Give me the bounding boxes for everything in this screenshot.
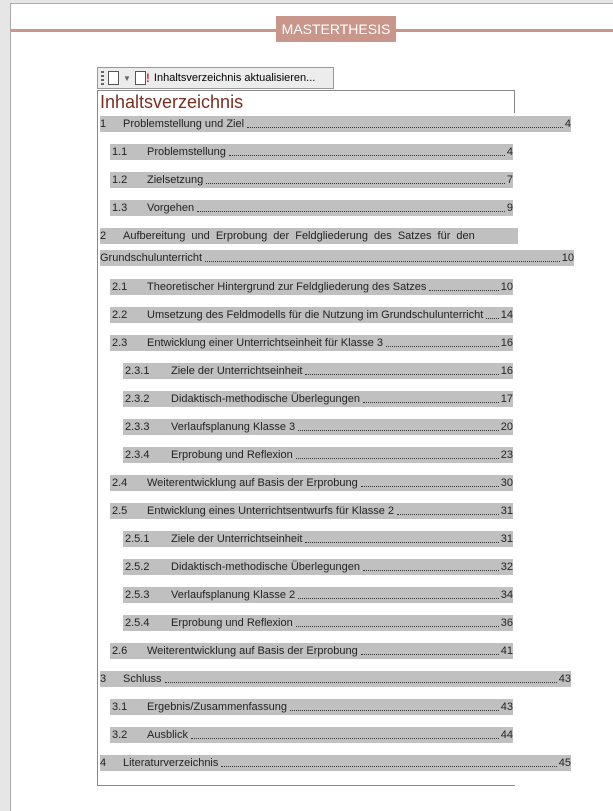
toc-entry-page: 20 xyxy=(500,421,513,433)
toc-entry[interactable] xyxy=(100,755,571,771)
toc-entry[interactable] xyxy=(110,475,513,491)
toc-entry[interactable] xyxy=(110,727,513,743)
toc-entry-title-cont: Grundschulunterricht xyxy=(100,252,203,264)
toc-entry-page: 4 xyxy=(506,146,513,158)
dot-leader xyxy=(361,475,499,487)
toc-entry-title: Didaktisch-methodische Überlegungen xyxy=(171,393,360,405)
toc-entry[interactable] xyxy=(110,503,513,519)
toc-title: Inhaltsverzeichnis xyxy=(100,92,244,112)
toc-entry-number: 3.1 xyxy=(112,701,128,713)
toc-entry-title: Aufbereitung und Erprobung der Feldgliederung des Satzes für den xyxy=(123,230,475,242)
toc-entry-page: 30 xyxy=(500,477,513,489)
warning-icon: ! xyxy=(145,71,150,85)
dot-leader xyxy=(305,363,498,375)
toc-entry-title: Entwicklung eines Unterrichtsentwurfs für Klasse 2 xyxy=(147,505,394,517)
toc-entry[interactable] xyxy=(110,200,513,216)
toc-entry-page: 4 xyxy=(564,118,571,130)
toc-entry-number: 2.3 xyxy=(112,337,128,349)
toc-entry[interactable] xyxy=(110,172,513,188)
header-badge: MASTERTHESIS xyxy=(276,16,396,42)
toc-entry-number: 2.3.1 xyxy=(125,365,150,377)
toc-entry-number: 2.5.1 xyxy=(125,533,150,545)
dot-leader xyxy=(386,335,499,347)
toc-entry-number: 2.3.3 xyxy=(125,421,150,433)
toc-entry-number: 2.5.3 xyxy=(125,589,150,601)
toc-entry[interactable] xyxy=(123,559,513,575)
toc-entry-page: 31 xyxy=(500,533,513,545)
toc-entry-page: 36 xyxy=(500,617,513,629)
toc-entry-page: 14 xyxy=(500,309,513,321)
dot-leader xyxy=(206,172,505,184)
toc-entry-page: 43 xyxy=(558,673,571,685)
dot-leader xyxy=(296,447,499,459)
toc-entry-title: Erprobung und Reflexion xyxy=(171,617,293,629)
toc-entry-page: 45 xyxy=(558,757,571,769)
toc-entry-title: Literaturverzeichnis xyxy=(123,757,219,769)
toc-entry-page: 34 xyxy=(500,589,513,601)
toc-entry-number: 2.5.4 xyxy=(125,617,150,629)
toc-entry-number: 1.3 xyxy=(112,202,128,214)
dot-leader xyxy=(363,391,499,403)
toc-entry[interactable] xyxy=(110,335,513,351)
toc-entry-page: 43 xyxy=(500,701,513,713)
update-toc-button[interactable]: Inhaltsverzeichnis aktualisieren... xyxy=(153,72,316,84)
toc-entry-page: 9 xyxy=(506,202,513,214)
toc-entry-number: 3.2 xyxy=(112,729,128,741)
toc-entry-title: Weiterentwicklung auf Basis der Erprobung xyxy=(147,645,358,657)
dot-leader xyxy=(290,699,499,711)
toc-frame-edge xyxy=(514,90,515,113)
toc-entry[interactable] xyxy=(123,587,513,603)
chevron-down-icon[interactable]: ▼ xyxy=(123,73,131,83)
dot-leader xyxy=(298,419,499,431)
toc-entry-title: Problemstellung xyxy=(147,146,226,158)
toc-entry-number: 1.1 xyxy=(112,146,128,158)
toc-entry-title: Ziele der Unterrichtseinheit xyxy=(171,533,303,545)
dot-leader xyxy=(486,307,498,319)
toc-entry-number: 2.3.4 xyxy=(125,449,150,461)
toc-entry-number: 2.4 xyxy=(112,477,128,489)
dot-leader xyxy=(361,643,499,655)
toc-entry-number: 2 xyxy=(100,230,107,242)
toc-entry[interactable] xyxy=(110,643,513,659)
toc-entry-continuation[interactable] xyxy=(100,250,574,266)
dot-leader xyxy=(397,503,499,515)
toc-entry[interactable] xyxy=(123,615,513,631)
dot-leader xyxy=(165,671,557,683)
toc-document-icon[interactable] xyxy=(108,71,119,85)
toc-entry[interactable] xyxy=(110,307,513,323)
dot-leader xyxy=(221,755,556,767)
dot-leader xyxy=(363,559,499,571)
dot-leader xyxy=(298,587,499,599)
toc-entry-title: Ergebnis/Zusammenfassung xyxy=(147,701,288,713)
update-document-icon[interactable] xyxy=(135,71,146,85)
toc-entry-page: 16 xyxy=(500,365,513,377)
toc-entry-title: Problemstellung und Ziel xyxy=(123,118,245,130)
toc-entry-title: Theoretischer Hintergrund zur Feldgliederung des Satzes xyxy=(147,281,427,293)
toc-entry-title: Verlaufsplanung Klasse 2 xyxy=(171,589,296,601)
toc-entry-page: 10 xyxy=(500,281,513,293)
toc-entry-number: 3 xyxy=(100,673,107,685)
toc-entry-number: 2.5.2 xyxy=(125,561,150,573)
toc-entry-page: 23 xyxy=(500,449,513,461)
toc-entry[interactable] xyxy=(123,363,513,379)
toc-entry[interactable] xyxy=(110,144,513,160)
toc-entry-page: 16 xyxy=(500,337,513,349)
toc-entry-page: 32 xyxy=(500,561,513,573)
toc-entry-page: 44 xyxy=(500,729,513,741)
dot-leader xyxy=(296,615,499,627)
toc-entry-title: Umsetzung des Feldmodells für die Nutzung im Grundschulunterricht xyxy=(147,309,484,321)
dot-leader xyxy=(229,144,505,156)
toc-toolbar xyxy=(97,67,334,89)
toc-entry-title: Schluss xyxy=(123,673,162,685)
toc-entry-title: Verlaufsplanung Klasse 3 xyxy=(171,421,296,433)
toc-entry[interactable] xyxy=(100,671,571,687)
dot-leader xyxy=(191,727,499,739)
dot-leader xyxy=(429,279,498,291)
toc-entry-title: Didaktisch-methodische Überlegungen xyxy=(171,561,360,573)
toc-entry-title: Erprobung und Reflexion xyxy=(171,449,293,461)
toc-entry-page: 10 xyxy=(561,252,574,264)
toc-entry-page: 7 xyxy=(506,174,513,186)
toc-entry-title: Ziele der Unterrichtseinheit xyxy=(171,365,303,377)
toc-entry-page: 17 xyxy=(500,393,513,405)
toc-entry-number: 2.6 xyxy=(112,645,128,657)
toc-entry[interactable] xyxy=(110,699,513,715)
toc-entry-number: 2.2 xyxy=(112,309,128,321)
toc-entry[interactable] xyxy=(123,391,513,407)
toc-entry-page: 41 xyxy=(500,645,513,657)
toc-entry-number: 2.1 xyxy=(112,281,128,293)
toc-entry[interactable] xyxy=(123,531,513,547)
toc-entry-number: 4 xyxy=(100,757,107,769)
dot-leader xyxy=(247,116,563,128)
toc-entry[interactable] xyxy=(110,279,513,295)
toc-entry-page: 31 xyxy=(500,505,513,517)
toc-entry[interactable] xyxy=(100,228,518,244)
toc-entry-number: 1.2 xyxy=(112,174,128,186)
dot-leader xyxy=(305,531,498,543)
toc-entry-number: 2.5 xyxy=(112,505,128,517)
drag-handle-icon[interactable] xyxy=(101,71,104,85)
dot-leader xyxy=(205,250,560,262)
toc-entry-title: Vorgehen xyxy=(147,202,195,214)
toc-entry-title: Weiterentwicklung auf Basis der Erprobung xyxy=(147,477,358,489)
toc-entry-title: Ausblick xyxy=(147,729,188,741)
toc-entry-title: Entwicklung einer Unterrichtseinheit für Klasse 3 xyxy=(147,337,384,349)
toc-entry-number: 2.3.2 xyxy=(125,393,150,405)
dot-leader xyxy=(197,200,505,212)
toc-entry[interactable] xyxy=(123,419,513,435)
toc-entry-number: 1 xyxy=(100,118,107,130)
toc-entry[interactable] xyxy=(123,447,513,463)
toc-entry[interactable] xyxy=(100,116,571,132)
toc-entry-title: Zielsetzung xyxy=(147,174,204,186)
